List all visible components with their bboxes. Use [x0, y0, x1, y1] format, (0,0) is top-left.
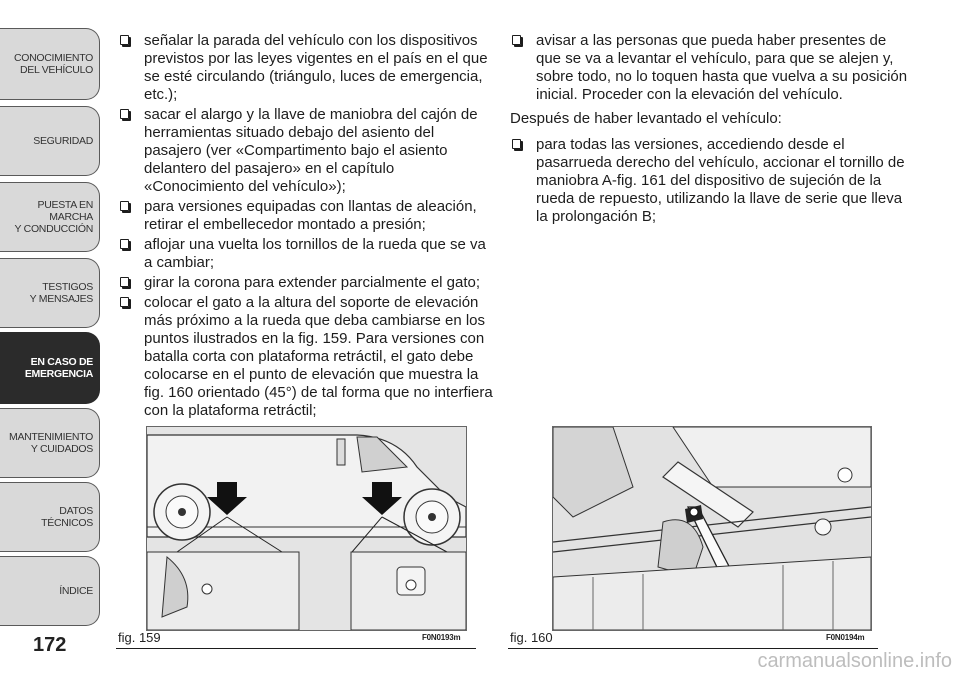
list-item	[510, 32, 912, 104]
figure-label: fig. 159	[118, 630, 161, 645]
list-item	[118, 236, 494, 272]
tab-indice[interactable]: ÍNDICE	[0, 556, 100, 626]
list-item-text: girar la corona para extender parcialmente el gato;	[144, 274, 481, 291]
page-number: 172	[33, 634, 67, 656]
checkbox-bullet-icon	[120, 277, 129, 287]
checkbox-bullet-icon	[120, 109, 129, 119]
figure-label: fig. 160	[510, 630, 553, 645]
tab-testigos-y-mensajes[interactable]: TESTIGOS Y MENSAJES	[0, 258, 100, 328]
list-item-text: sacar el alargo y la llave de maniobra del cajón de herramientas situado debajo del asiento del pasajero (ver «Compartimento bajo el asiento delantero del pasajero» en el capítulo «Conocimiento del vehículo»);	[144, 106, 478, 195]
list-item-text: aflojar una vuelta los tornillos de la rueda que se va a cambiar;	[144, 236, 486, 271]
checkbox-bullet-icon	[120, 201, 129, 211]
tab-conocimiento-del-vehiculo[interactable]: CONOCIMIENTO DEL VEHÍCULO	[0, 28, 100, 100]
tab-puesta-en-marcha[interactable]: PUESTA EN MARCHA Y CONDUCCIÓN	[0, 182, 100, 252]
tab-en-caso-de-emergencia[interactable]: EN CASO DE EMERGENCIA	[0, 332, 100, 404]
checkbox-bullet-icon	[120, 297, 129, 307]
checkbox-bullet-icon	[120, 239, 129, 249]
watermark: carmanualsonline.info	[757, 650, 952, 672]
list-item-text: colocar el gato a la altura del soporte de elevación más próximo a la rueda que deba cambiarse en los puntos ilustrados en la fig. 159. Para versiones con batalla corta con plataforma retráctil, el gato debe colocarse en el punto de elevación que muestra la fig. 160 orientado (45°) de tal forma que no interfiera con la plataforma retráctil;	[144, 294, 493, 419]
list-item-text: para versiones equipadas con llantas de aleación, retirar el embellecedor montado a presión;	[144, 198, 477, 233]
section-paragraph: Después de haber levantado el vehículo:	[510, 110, 782, 127]
list-item	[118, 106, 494, 196]
list-item-text: señalar la parada del vehículo con los dispositivos previstos por las leyes vigentes en el país en el que se esté circulando (triángulo, luces de emergencia, etc.);	[144, 32, 488, 103]
figure-code: F0N0193m	[422, 633, 461, 642]
list-item	[118, 274, 494, 292]
left-column	[118, 32, 494, 422]
caption-rule	[508, 648, 878, 649]
figure-160-illustration	[552, 426, 872, 631]
figure-code: F0N0194m	[826, 633, 865, 642]
checkbox-bullet-icon	[120, 35, 129, 45]
tab-seguridad[interactable]: SEGURIDAD	[0, 106, 100, 176]
list-item	[118, 198, 494, 234]
list-item-text: avisar a las personas que pueda haber presentes de que se va a levantar el vehículo, para que se alejen y, sobre todo, no lo toquen hasta que vuelva a su posición inicial. Proceder con la elevación del vehículo.	[536, 32, 908, 103]
jack-position-drawing	[553, 427, 871, 630]
list-item-text: para todas las versiones, accediendo desde el pasarrueda derecho del vehículo, accionar el tornillo de maniobra A-fig. 161 del dispositivo de sujeción de la rueda de repuesto, utilizando la llave de serie que lleva la prolongación B;	[536, 136, 905, 225]
checkbox-bullet-icon	[512, 139, 521, 149]
list-item	[118, 32, 494, 104]
caption-rule	[116, 648, 476, 649]
checkbox-bullet-icon	[512, 35, 521, 45]
figure-159-illustration	[146, 426, 467, 631]
right-column	[510, 32, 912, 228]
list-item	[510, 136, 912, 226]
tab-datos-tecnicos[interactable]: DATOS TÉCNICOS	[0, 482, 100, 552]
list-item	[118, 294, 494, 420]
van-lifting-points-drawing	[147, 427, 466, 630]
tab-mantenimiento-y-cuidados[interactable]: MANTENIMIENTO Y CUIDADOS	[0, 408, 100, 478]
